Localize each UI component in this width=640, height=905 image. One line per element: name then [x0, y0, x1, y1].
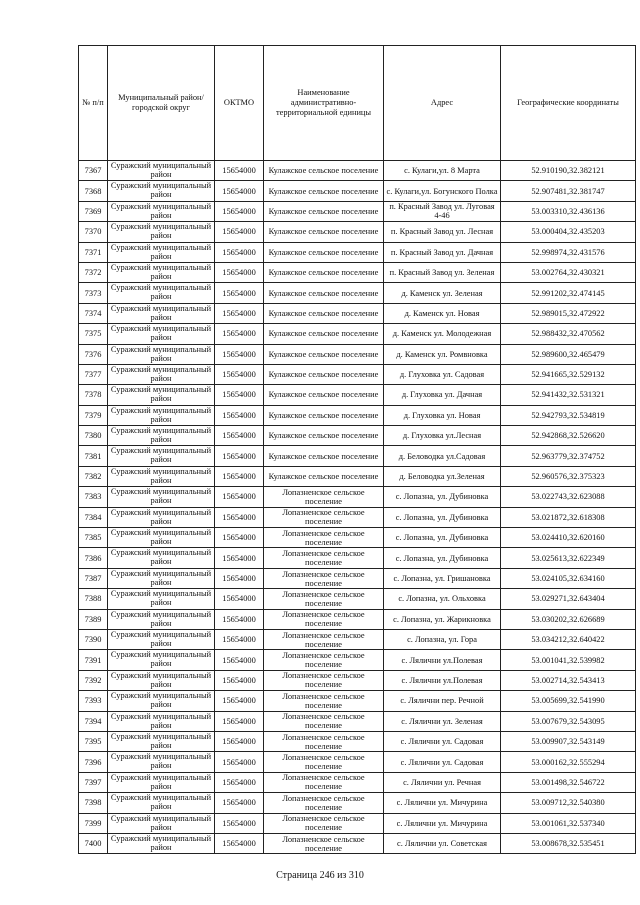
- district-cell: Суражский муниципальный район: [108, 772, 215, 792]
- row-number: 7397: [79, 772, 108, 792]
- district-cell: Суражский муниципальный район: [108, 303, 215, 323]
- settlement-cell: Кулажское сельское поселение: [264, 466, 384, 486]
- coordinates-table: [78, 45, 636, 854]
- settlement-cell: Кулажское сельское поселение: [264, 344, 384, 364]
- header-district: Муниципальный район/городской округ: [108, 46, 215, 161]
- oktmo-cell: 15654000: [215, 446, 264, 466]
- table-row: [79, 222, 636, 242]
- district-cell: Суражский муниципальный район: [108, 487, 215, 507]
- row-number: 7377: [79, 364, 108, 384]
- table-row: [79, 201, 636, 221]
- district-cell: Суражский муниципальный район: [108, 426, 215, 446]
- coordinates-cell: 52.907481,32.381747: [501, 181, 636, 201]
- coordinates-cell: 52.942868,32.526620: [501, 426, 636, 446]
- coordinates-cell: 53.007679,32.543095: [501, 711, 636, 731]
- table-row: [79, 670, 636, 690]
- row-number: 7387: [79, 568, 108, 588]
- settlement-cell: Кулажское сельское поселение: [264, 446, 384, 466]
- settlement-cell: Лопазненское сельское поселение: [264, 609, 384, 629]
- row-number: 7395: [79, 731, 108, 751]
- row-number: 7372: [79, 262, 108, 282]
- row-number: 7386: [79, 548, 108, 568]
- district-cell: Суражский муниципальный район: [108, 793, 215, 813]
- oktmo-cell: 15654000: [215, 466, 264, 486]
- header-coords: Географические координаты: [501, 46, 636, 161]
- oktmo-cell: 15654000: [215, 344, 264, 364]
- oktmo-cell: 15654000: [215, 303, 264, 323]
- coordinates-cell: 53.005699,32.541990: [501, 691, 636, 711]
- settlement-cell: Лопазненское сельское поселение: [264, 711, 384, 731]
- coordinates-cell: 52.989600,32.465479: [501, 344, 636, 364]
- address-cell: д. Глуховка ул. Садовая: [384, 364, 501, 384]
- settlement-cell: Лопазненское сельское поселение: [264, 813, 384, 833]
- oktmo-cell: 15654000: [215, 670, 264, 690]
- address-cell: с. Лопазна, ул. Дубиновка: [384, 507, 501, 527]
- address-cell: с. Лялични ул. Садовая: [384, 752, 501, 772]
- settlement-cell: Кулажское сельское поселение: [264, 385, 384, 405]
- district-cell: Суражский муниципальный район: [108, 711, 215, 731]
- table-row: [79, 262, 636, 282]
- coordinates-cell: 53.002714,32.543413: [501, 670, 636, 690]
- oktmo-cell: 15654000: [215, 813, 264, 833]
- row-number: 7391: [79, 650, 108, 670]
- settlement-cell: Кулажское сельское поселение: [264, 324, 384, 344]
- address-cell: д. Беловодка ул.Садовая: [384, 446, 501, 466]
- address-cell: с. Кулаги,ул. Богунского Полка: [384, 181, 501, 201]
- address-cell: д. Каменск ул. Зеленая: [384, 283, 501, 303]
- district-cell: Суражский муниципальный район: [108, 691, 215, 711]
- oktmo-cell: 15654000: [215, 242, 264, 262]
- row-number: 7375: [79, 324, 108, 344]
- coordinates-cell: 52.963779,32.374752: [501, 446, 636, 466]
- table-row: [79, 507, 636, 527]
- table-row: [79, 426, 636, 446]
- settlement-cell: Кулажское сельское поселение: [264, 405, 384, 425]
- table-row: [79, 466, 636, 486]
- settlement-cell: Лопазненское сельское поселение: [264, 548, 384, 568]
- coordinates-cell: 52.910190,32.382121: [501, 161, 636, 181]
- header-settlement: Наименование административно-территориальной единицы: [264, 46, 384, 161]
- table-row: [79, 283, 636, 303]
- oktmo-cell: 15654000: [215, 262, 264, 282]
- district-cell: Суражский муниципальный район: [108, 507, 215, 527]
- coordinates-cell: 52.941432,32.531321: [501, 385, 636, 405]
- settlement-cell: Кулажское сельское поселение: [264, 364, 384, 384]
- district-cell: Суражский муниципальный район: [108, 670, 215, 690]
- row-number: 7368: [79, 181, 108, 201]
- district-cell: Суражский муниципальный район: [108, 201, 215, 221]
- table-row: [79, 242, 636, 262]
- address-cell: с. Лялични ул. Речная: [384, 772, 501, 792]
- coordinates-cell: 53.024410,32.620160: [501, 528, 636, 548]
- settlement-cell: Кулажское сельское поселение: [264, 181, 384, 201]
- row-number: 7379: [79, 405, 108, 425]
- row-number: 7367: [79, 161, 108, 181]
- table-row: [79, 691, 636, 711]
- oktmo-cell: 15654000: [215, 161, 264, 181]
- coordinates-cell: 53.000404,32.435203: [501, 222, 636, 242]
- address-cell: с. Лялични ул. Зеленая: [384, 711, 501, 731]
- oktmo-cell: 15654000: [215, 609, 264, 629]
- address-cell: с. Лялични пер. Речной: [384, 691, 501, 711]
- table-row: [79, 303, 636, 323]
- district-cell: Суражский муниципальный район: [108, 283, 215, 303]
- coordinates-cell: 53.002764,32.430321: [501, 262, 636, 282]
- row-number: 7394: [79, 711, 108, 731]
- settlement-cell: Кулажское сельское поселение: [264, 201, 384, 221]
- row-number: 7381: [79, 446, 108, 466]
- table-row: [79, 364, 636, 384]
- district-cell: Суражский муниципальный район: [108, 466, 215, 486]
- settlement-cell: Лопазненское сельское поселение: [264, 528, 384, 548]
- oktmo-cell: 15654000: [215, 426, 264, 446]
- oktmo-cell: 15654000: [215, 691, 264, 711]
- table-body: [79, 161, 636, 854]
- address-cell: п. Красный Завод ул. Луговая 4-46: [384, 201, 501, 221]
- oktmo-cell: 15654000: [215, 507, 264, 527]
- table-row: [79, 772, 636, 792]
- coordinates-cell: 52.989015,32.472922: [501, 303, 636, 323]
- oktmo-cell: 15654000: [215, 405, 264, 425]
- settlement-cell: Кулажское сельское поселение: [264, 283, 384, 303]
- row-number: 7374: [79, 303, 108, 323]
- oktmo-cell: 15654000: [215, 833, 264, 853]
- address-cell: с. Лялични ул. Садовая: [384, 731, 501, 751]
- table-row: [79, 568, 636, 588]
- coordinates-cell: 53.034212,32.640422: [501, 629, 636, 649]
- district-cell: Суражский муниципальный район: [108, 629, 215, 649]
- settlement-cell: Лопазненское сельское поселение: [264, 833, 384, 853]
- address-cell: с. Лопазна, ул. Ольховка: [384, 589, 501, 609]
- header-address: Адрес: [384, 46, 501, 161]
- coordinates-cell: 53.009712,32.540380: [501, 793, 636, 813]
- address-cell: с. Лялични ул.Полевая: [384, 650, 501, 670]
- coordinates-cell: 53.008678,32.535451: [501, 833, 636, 853]
- row-number: 7399: [79, 813, 108, 833]
- address-cell: с. Лялични ул.Полевая: [384, 670, 501, 690]
- address-cell: с. Лопазна, ул. Жарикновка: [384, 609, 501, 629]
- address-cell: д. Глуховка ул. Новая: [384, 405, 501, 425]
- district-cell: Суражский муниципальный район: [108, 609, 215, 629]
- row-number: 7370: [79, 222, 108, 242]
- coordinates-cell: 52.941665,32.529132: [501, 364, 636, 384]
- oktmo-cell: 15654000: [215, 650, 264, 670]
- page-number: Страница 246 из 310: [276, 870, 364, 881]
- oktmo-cell: 15654000: [215, 589, 264, 609]
- oktmo-cell: 15654000: [215, 385, 264, 405]
- row-number: 7384: [79, 507, 108, 527]
- coordinates-cell: 52.998974,32.431576: [501, 242, 636, 262]
- row-number: 7396: [79, 752, 108, 772]
- table-header-row: [79, 46, 636, 161]
- table-row: [79, 793, 636, 813]
- district-cell: Суражский муниципальный район: [108, 181, 215, 201]
- address-cell: п. Красный Завод ул. Лесная: [384, 222, 501, 242]
- address-cell: д. Глуховка ул.Лесная: [384, 426, 501, 446]
- oktmo-cell: 15654000: [215, 324, 264, 344]
- row-number: 7392: [79, 670, 108, 690]
- coordinates-cell: 53.022743,32.623088: [501, 487, 636, 507]
- settlement-cell: Лопазненское сельское поселение: [264, 772, 384, 792]
- coordinates-cell: 53.000162,32.555294: [501, 752, 636, 772]
- oktmo-cell: 15654000: [215, 731, 264, 751]
- oktmo-cell: 15654000: [215, 711, 264, 731]
- district-cell: Суражский муниципальный район: [108, 650, 215, 670]
- settlement-cell: Кулажское сельское поселение: [264, 242, 384, 262]
- address-cell: д. Беловодка ул.Зеленая: [384, 466, 501, 486]
- coordinates-cell: 53.001061,32.537340: [501, 813, 636, 833]
- table-row: [79, 548, 636, 568]
- table-row: [79, 629, 636, 649]
- table-row: [79, 324, 636, 344]
- table-row: [79, 161, 636, 181]
- row-number: 7393: [79, 691, 108, 711]
- settlement-cell: Лопазненское сельское поселение: [264, 650, 384, 670]
- oktmo-cell: 15654000: [215, 487, 264, 507]
- header-num: № п/п: [79, 46, 108, 161]
- table-row: [79, 650, 636, 670]
- header-oktmo: ОКТМО: [215, 46, 264, 161]
- district-cell: Суражский муниципальный район: [108, 813, 215, 833]
- coordinates-cell: 53.001041,32.539982: [501, 650, 636, 670]
- address-cell: с. Кулаги,ул. 8 Марта: [384, 161, 501, 181]
- settlement-cell: Лопазненское сельское поселение: [264, 793, 384, 813]
- row-number: 7382: [79, 466, 108, 486]
- table-row: [79, 344, 636, 364]
- coordinates-cell: 53.021872,32.618308: [501, 507, 636, 527]
- row-number: 7380: [79, 426, 108, 446]
- table-row: [79, 181, 636, 201]
- table-row: [79, 752, 636, 772]
- table-row: [79, 446, 636, 466]
- district-cell: Суражский муниципальный район: [108, 589, 215, 609]
- row-number: 7385: [79, 528, 108, 548]
- oktmo-cell: 15654000: [215, 548, 264, 568]
- district-cell: Суражский муниципальный район: [108, 446, 215, 466]
- address-cell: д. Каменск ул. Новая: [384, 303, 501, 323]
- settlement-cell: Лопазненское сельское поселение: [264, 507, 384, 527]
- oktmo-cell: 15654000: [215, 568, 264, 588]
- oktmo-cell: 15654000: [215, 222, 264, 242]
- row-number: 7383: [79, 487, 108, 507]
- address-cell: с. Лопазна, ул. Дубиновка: [384, 528, 501, 548]
- oktmo-cell: 15654000: [215, 201, 264, 221]
- table-row: [79, 528, 636, 548]
- address-cell: с. Лялични ул. Мичурина: [384, 793, 501, 813]
- row-number: 7373: [79, 283, 108, 303]
- coordinates-cell: 53.030202,32.626689: [501, 609, 636, 629]
- district-cell: Суражский муниципальный район: [108, 344, 215, 364]
- coordinates-cell: 53.003310,32.436136: [501, 201, 636, 221]
- settlement-cell: Кулажское сельское поселение: [264, 262, 384, 282]
- district-cell: Суражский муниципальный район: [108, 262, 215, 282]
- district-cell: Суражский муниципальный район: [108, 161, 215, 181]
- settlement-cell: Лопазненское сельское поселение: [264, 731, 384, 751]
- address-cell: д. Каменск ул. Молодежная: [384, 324, 501, 344]
- table-row: [79, 813, 636, 833]
- district-cell: Суражский муниципальный район: [108, 364, 215, 384]
- row-number: 7400: [79, 833, 108, 853]
- row-number: 7378: [79, 385, 108, 405]
- row-number: 7389: [79, 609, 108, 629]
- oktmo-cell: 15654000: [215, 772, 264, 792]
- coordinates-cell: 53.001498,32.546722: [501, 772, 636, 792]
- address-cell: д. Каменск ул. Ромвновка: [384, 344, 501, 364]
- table-row: [79, 385, 636, 405]
- settlement-cell: Кулажское сельское поселение: [264, 426, 384, 446]
- table-row: [79, 405, 636, 425]
- address-cell: с. Лопазна, ул. Дубиновка: [384, 487, 501, 507]
- district-cell: Суражский муниципальный район: [108, 528, 215, 548]
- district-cell: Суражский муниципальный район: [108, 405, 215, 425]
- table-row: [79, 589, 636, 609]
- settlement-cell: Кулажское сельское поселение: [264, 161, 384, 181]
- district-cell: Суражский муниципальный район: [108, 222, 215, 242]
- row-number: 7390: [79, 629, 108, 649]
- address-cell: п. Красный Завод ул. Дачная: [384, 242, 501, 262]
- settlement-cell: Лопазненское сельское поселение: [264, 487, 384, 507]
- address-cell: с. Лопазна, ул. Дубиновка: [384, 548, 501, 568]
- table-row: [79, 731, 636, 751]
- address-cell: д. Глуховка ул. Дачная: [384, 385, 501, 405]
- district-cell: Суражский муниципальный район: [108, 548, 215, 568]
- settlement-cell: Лопазненское сельское поселение: [264, 568, 384, 588]
- table-row: [79, 609, 636, 629]
- table-row: [79, 833, 636, 853]
- settlement-cell: Лопазненское сельское поселение: [264, 691, 384, 711]
- settlement-cell: Лопазненское сельское поселение: [264, 629, 384, 649]
- settlement-cell: Кулажское сельское поселение: [264, 303, 384, 323]
- row-number: 7388: [79, 589, 108, 609]
- address-cell: с. Лялични ул. Советская: [384, 833, 501, 853]
- district-cell: Суражский муниципальный район: [108, 833, 215, 853]
- row-number: 7376: [79, 344, 108, 364]
- district-cell: Суражский муниципальный район: [108, 242, 215, 262]
- address-cell: с. Лопазна, ул. Гора: [384, 629, 501, 649]
- oktmo-cell: 15654000: [215, 793, 264, 813]
- oktmo-cell: 15654000: [215, 528, 264, 548]
- oktmo-cell: 15654000: [215, 283, 264, 303]
- coordinates-cell: 53.024105,32.634160: [501, 568, 636, 588]
- district-cell: Суражский муниципальный район: [108, 752, 215, 772]
- coordinates-cell: 53.025613,32.622349: [501, 548, 636, 568]
- district-cell: Суражский муниципальный район: [108, 385, 215, 405]
- district-cell: Суражский муниципальный район: [108, 568, 215, 588]
- table-row: [79, 487, 636, 507]
- coordinates-cell: 52.942793,32.534819: [501, 405, 636, 425]
- coordinates-cell: 52.991202,32.474145: [501, 283, 636, 303]
- row-number: 7369: [79, 201, 108, 221]
- oktmo-cell: 15654000: [215, 364, 264, 384]
- address-cell: п. Красный Завод ул. Зеленая: [384, 262, 501, 282]
- settlement-cell: Лопазненское сельское поселение: [264, 670, 384, 690]
- settlement-cell: Лопазненское сельское поселение: [264, 752, 384, 772]
- district-cell: Суражский муниципальный район: [108, 731, 215, 751]
- table-row: [79, 711, 636, 731]
- settlement-cell: Кулажское сельское поселение: [264, 222, 384, 242]
- row-number: 7398: [79, 793, 108, 813]
- row-number: 7371: [79, 242, 108, 262]
- oktmo-cell: 15654000: [215, 752, 264, 772]
- coordinates-cell: 53.029271,32.643404: [501, 589, 636, 609]
- coordinates-cell: 52.960576,32.375323: [501, 466, 636, 486]
- address-cell: с. Лялични ул. Мичурина: [384, 813, 501, 833]
- oktmo-cell: 15654000: [215, 629, 264, 649]
- coordinates-cell: 52.988432,32.470562: [501, 324, 636, 344]
- oktmo-cell: 15654000: [215, 181, 264, 201]
- settlement-cell: Лопазненское сельское поселение: [264, 589, 384, 609]
- address-cell: с. Лопазна, ул. Гришановка: [384, 568, 501, 588]
- coordinates-cell: 53.009907,32.543149: [501, 731, 636, 751]
- district-cell: Суражский муниципальный район: [108, 324, 215, 344]
